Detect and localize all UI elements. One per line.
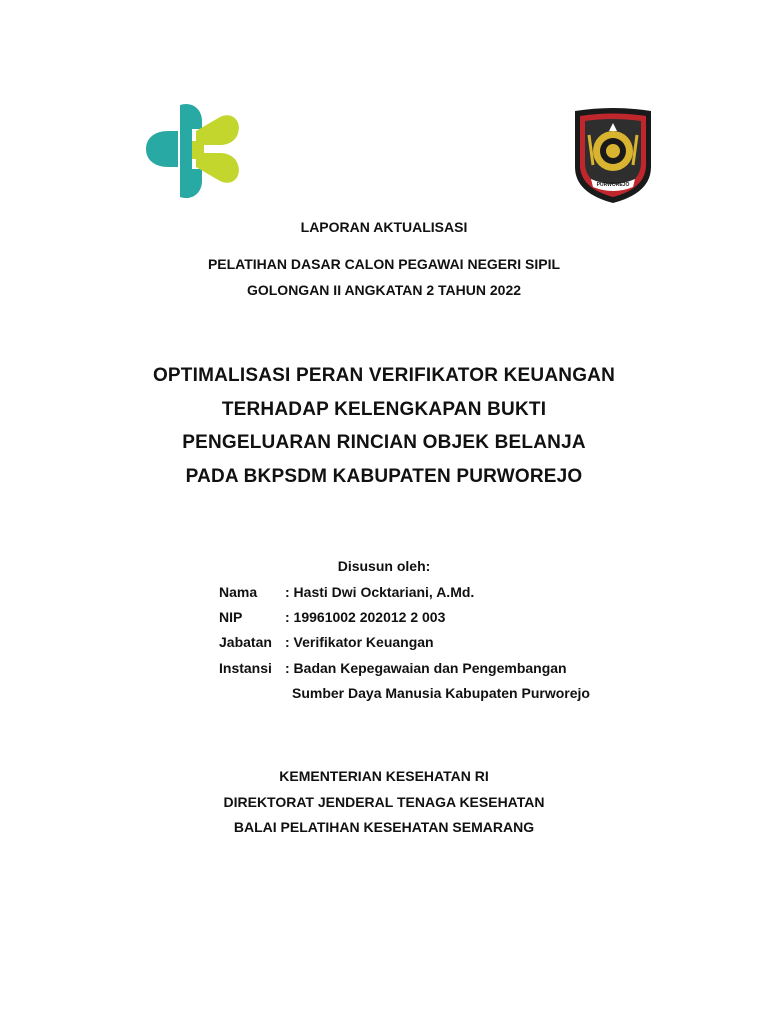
kemenkes-logo-icon	[144, 101, 242, 201]
author-heading: Disusun oleh:	[337, 558, 431, 574]
instansi-label: Instansi	[219, 660, 272, 676]
nip-value: : 19961002 202012 2 003	[285, 609, 446, 625]
institution-line-3: BALAI PELATIHAN KESEHATAN SEMARANG	[233, 819, 535, 835]
institution-line-1: KEMENTERIAN KESEHATAN RI	[279, 768, 489, 784]
main-title-line-1: OPTIMALISASI PERAN VERIFIKATOR KEUANGAN	[152, 365, 616, 386]
instansi-value-line-1: : Badan Kepegawaian dan Pengembangan	[285, 660, 567, 676]
author-instansi-row	[219, 660, 567, 676]
jabatan-label: Jabatan	[219, 634, 272, 650]
author-jabatan-row	[219, 634, 434, 650]
seal-ribbon-text: PURWOREJO	[596, 182, 630, 188]
main-title-line-2: TERHADAP KELENGKAPAN BUKTI	[221, 399, 547, 420]
report-type-title: LAPORAN AKTUALISASI	[300, 219, 468, 235]
author-nip-row	[219, 609, 445, 625]
purworejo-regency-seal-icon	[569, 105, 657, 205]
institution-line-2: DIREKTORAT JENDERAL TENAGA KESEHATAN	[223, 794, 545, 810]
author-name-row	[219, 584, 474, 600]
name-value: : Hasti Dwi Ocktariani, A.Md.	[285, 584, 475, 600]
training-line-2: GOLONGAN II ANGKATAN 2 TAHUN 2022	[246, 282, 522, 298]
training-line-1: PELATIHAN DASAR CALON PEGAWAI NEGERI SIPIL	[207, 256, 561, 272]
nip-label: NIP	[219, 609, 243, 625]
author-instansi-continuation	[292, 685, 590, 701]
name-label: Nama	[219, 584, 258, 600]
main-title-line-4: PADA BKPSDM KABUPATEN PURWOREJO	[185, 466, 583, 487]
instansi-value-line-2: Sumber Daya Manusia Kabupaten Purworejo	[292, 685, 590, 701]
jabatan-value: : Verifikator Keuangan	[285, 634, 434, 650]
main-title-line-3: PENGELUARAN RINCIAN OBJEK BELANJA	[182, 432, 586, 453]
